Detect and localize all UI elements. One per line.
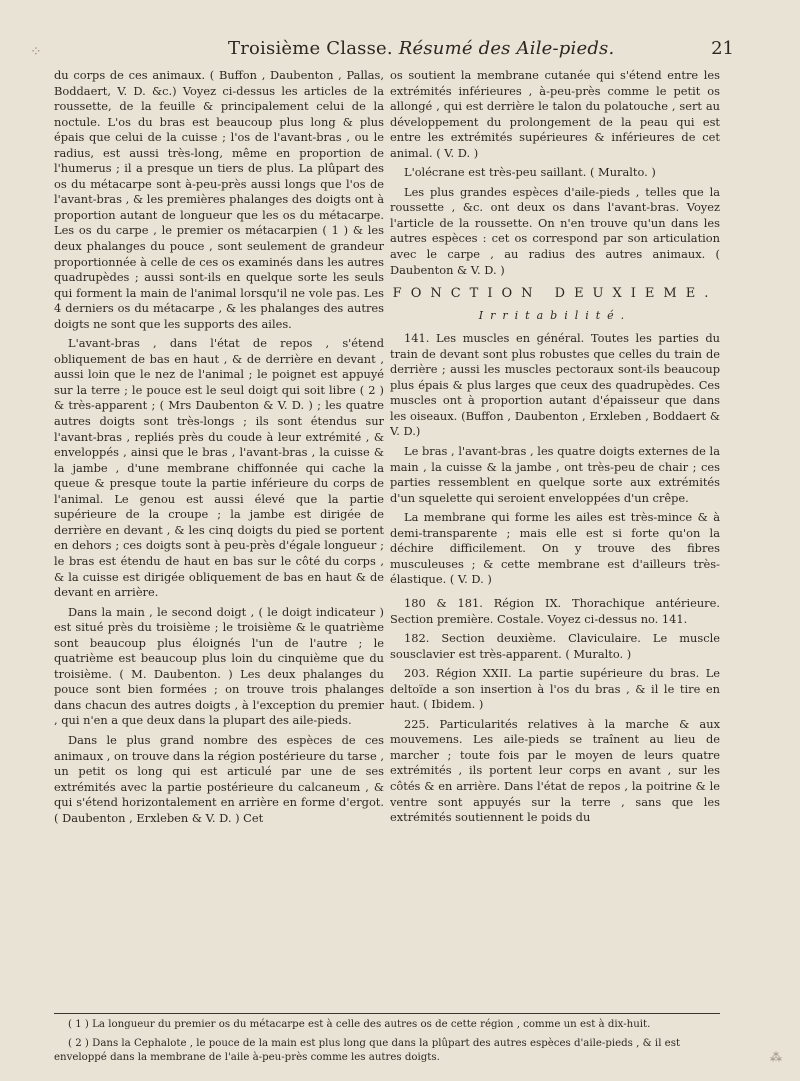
title-summary: Résumé des Aile-pieds. — [398, 38, 615, 59]
paragraph: 141. Les muscles en général. Toutes les parties du train de devant sont plus robustes que celles du train de derrière ; aussi les muscles pectoraux sont-ils beaucoup plus épais & plus larges que ceux des quadrupèdes. Ces muscles ont à proportion autant d'épaisseur que dans les oiseaux. (Buffon , Daubenton , Erxleben , Boddaert & V. D.) — [390, 331, 720, 439]
paragraph: os soutient la membrane cutanée qui s'étend entre les extrémités inférieures , à-peu-près comme le petit os allongé , qui est derrière le talon du polatouche , sert au développement du prolongement de la peau qui est entre les extrémités supérieures & inférieures de cet animal. ( V. D. ) — [390, 68, 720, 160]
running-header — [0, 38, 800, 68]
paragraph: 225. Particularités relatives à la marche & aux mouvemens. Les aile-pieds se traînent au lieu de marcher ; toute fois par le moyen de leurs quatre extrémités , ils portent leur corps en avant , sur les côtés & en arrière. Dans l'état de repos , la poitrine & le ventre sont appuyés sur la terre , sans que les extrémités soutiennent le poids du — [390, 716, 720, 825]
left-column — [54, 68, 384, 830]
footnote: ( 2 ) Dans la Cephalote , le pouce de la main est plus long que dans la plûpart des autres espèces d'aile-pieds , & il est enveloppé dans la membrane de l'aile à-peu-près comme les autres doigts. — [54, 1038, 681, 1063]
paragraph: 203. Région XXII. La partie supérieure du bras. Le deltoïde a son insertion à l'os du bras , & il le tire en haut. ( Ibidem. ) — [390, 666, 720, 712]
ink-smudge: ⁂ — [770, 1050, 782, 1064]
paragraph: Le bras , l'avant-bras , les quatre doigts externes de la main , la cuisse & la jambe , ont très-peu de chair ; ces parties ressemblent en quelque sorte aux extrémités d'un squelette qui seroient enveloppées d'un crêpe. — [390, 444, 720, 505]
footnotes — [54, 1018, 720, 1070]
footnote-rule — [54, 1013, 720, 1014]
page-number: 21 — [711, 38, 734, 59]
title-class: Troisième Classe. — [228, 38, 393, 59]
paragraph: du corps de ces animaux. ( Buffon , Daubenton , Pallas, Boddaert, V. D. &c.) Voyez ci-dessus les articles de la roussette, de la feuille & principalement celui de la noctule. L'os du bras est beaucoup plus long & plus épais que celui de la cuisse ; l'os de l'avant-bras , ou le radius, est aussi très-long, même en proportion de l'humerus ; il a presque un tiers de plus. La plûpart des os du métacarpe sont à-peu-près aussi longs que l'os de l'avant-bras , & les premières phalanges des doigts ont à proportion autant de longueur que les os du métacarpe. Les os du carpe , le premier os métacarpien ( 1 ) & les deux phalanges du pouce , sont seulement de grandeur proportionnée à celle de ces os examinés dans les autres quadrupèdes ; aussi sont-ils en quelque sorte les seuls qui forment la main de l'animal lorsqu'il ne vole pas. Les 4 derniers os du métacarpe , & les phalanges des autres doigts ne sont que les supports des ailes. — [54, 68, 384, 331]
page-title — [228, 38, 614, 59]
footnote: ( 1 ) La longueur du premier os du métacarpe est à celle des autres os de cette région , comme un est à dix-huit. — [68, 1019, 651, 1030]
paragraph: L'olécrane est très-peu saillant. ( Muralto. ) — [404, 165, 656, 180]
paragraph: 182. Section deuxième. Claviculaire. Le muscle sousclavier est très-apparent. ( Muralto. ) — [390, 631, 720, 661]
paragraph: Dans le plus grand nombre des espèces de ces animaux , on trouve dans la région postérieure du tarse , un petit os long qui est articulé par une de ses extrémités avec la partie postérieure du calcaneum , & qui s'étend horizontalement en arrière en forme d'ergot. ( Daubenton , Erxleben & V. D. ) Cet — [54, 732, 384, 825]
section-heading: FONCTION DEUXIEME. — [392, 286, 718, 302]
paragraph: La membrane qui forme les ailes est très-mince & à demi-transparente ; mais elle est si forte qu'on la déchire difficilement. On y trouve des fibres musculeuses ; & cette membrane est d'ailleurs très-élastique. ( V. D. ) — [390, 510, 720, 587]
paragraph: Les plus grandes espèces d'aile-pieds , telles que la roussette , &c. ont deux os dans l'avant-bras. Voyez l'article de la roussette. On n'en trouve qu'un dans les autres espèces : cet os correspond par son articulation avec le carpe , au radius des autres animaux. ( Daubenton & V. D. ) — [390, 184, 720, 277]
paragraph: 180 & 181. Région IX. Thorachique antérieure. Section première. Costale. Voyez ci-dessus no. 141. — [390, 595, 720, 626]
paragraph: L'avant-bras , dans l'état de repos , s'étend obliquement de bas en haut , & de derrière en devant , aussi loin que le nez de l'animal ; le poignet est appuyé sur la terre ; le pouce est le seul doigt qui soit libre ( 2 ) & très-apparent ; ( Mrs Daubenton & V. D. ) ; les quatre autres doigts sont très-longs ; ils sont étendus sur l'avant-bras , repliés près du coude à leur extrémité , & enveloppés , ainsi que le bras , l'avant-bras , la cuisse & la jambe , d'une membrane chiffonnée qui cache la queue & presque toute la partie inférieure du corps de l'animal. Le genou est aussi élevé que la partie supérieure de la croupe ; la jambe est dirigée de derrière en devant , & les cinq doigts du pied se portent en dehors ; ces doigts sont à peu-près d'égale longueur ; le bras est étendu de haut en bas sur le côté du corps , & la cuisse est dirigée obliquement de bas en haut & de devant en arrière. — [54, 336, 384, 600]
paragraph: Dans la main , le second doigt , ( le doigt indicateur ) est situé près du troisième ; le troisième & le quatrième sont beaucoup plus éloignés l'un de l'autre ; le quatrième est beaucoup plus loin du cinquième que du troisième. ( M. Daubenton. ) Les deux phalanges du pouce sont bien formées ; on trouve trois phalanges dans chacun des autres doigts , à l'exception du premier , qui n'en a que deux dans la plupart des aile-pieds. — [54, 604, 384, 728]
right-column — [390, 68, 720, 830]
section-subheading: Irritabilité. — [478, 308, 632, 322]
ink-mark: ⁘ — [30, 44, 42, 60]
